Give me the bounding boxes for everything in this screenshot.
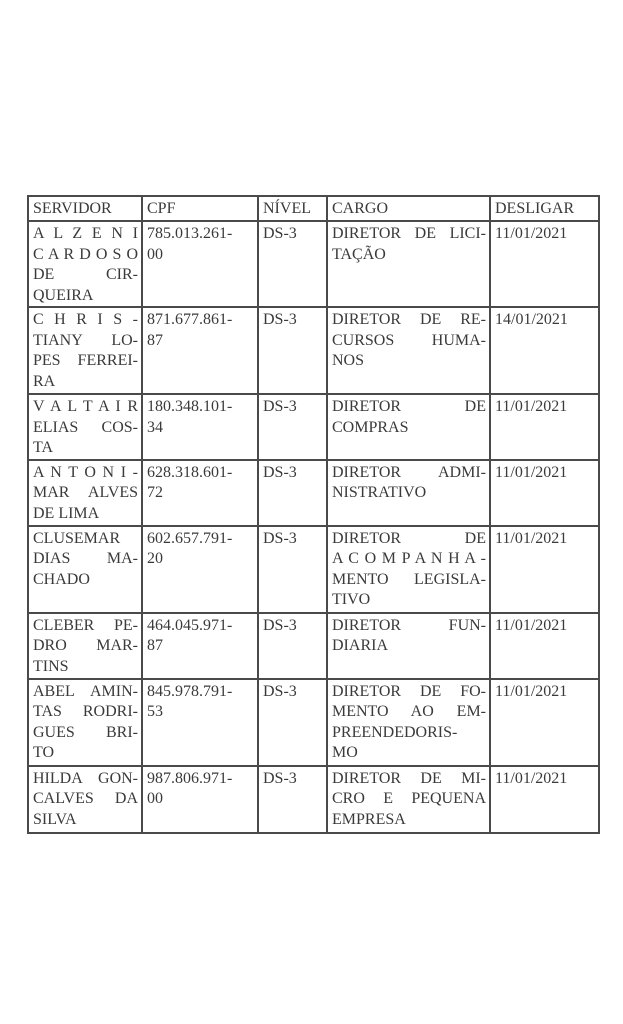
cell-servidor-line: TIANY LO- <box>33 331 138 349</box>
cell-cargo <box>327 613 490 679</box>
cell-cargo-line: DIRETOR DE <box>332 398 486 415</box>
cell-cargo-line: DIRETOR DE MI- <box>332 769 486 787</box>
cell-cargo <box>327 766 490 833</box>
cell-servidor-line: PES FERREI- <box>33 352 138 369</box>
cell-cpf <box>142 613 258 679</box>
servidores-table <box>27 195 600 834</box>
cell-cargo <box>327 307 490 394</box>
cell-cpf <box>142 307 258 394</box>
cell-cargo-line: A C O M P A N H A - <box>332 550 486 567</box>
cell-cargo <box>327 679 490 766</box>
cell-servidor-line: A L Z E N I <box>33 225 138 242</box>
cell-nivel: DS-3 <box>258 307 327 394</box>
table-row <box>28 460 599 526</box>
cell-cpf-line: 00 <box>147 245 163 263</box>
cell-cargo-line: CRO E PEQUENA <box>332 790 486 807</box>
cell-servidor <box>28 221 142 307</box>
cell-cpf-line: 72 <box>147 484 163 501</box>
cell-cpf-line: 464.045.971- <box>147 616 233 634</box>
cell-cpf <box>142 526 258 613</box>
cell-cargo-line: PREENDEDORIS- <box>332 723 458 741</box>
cell-cargo-line: DIRETOR DE LICI- <box>332 225 486 242</box>
header-cpf: CPF <box>142 196 258 221</box>
cell-cpf-line: 87 <box>147 637 163 654</box>
cell-cargo <box>327 221 490 307</box>
cell-cargo-line: MO <box>332 744 358 761</box>
cell-nivel: DS-3 <box>258 526 327 613</box>
cell-nivel: DS-3 <box>258 679 327 766</box>
table-row <box>28 526 599 613</box>
cell-cpf <box>142 766 258 833</box>
table-row <box>28 679 599 766</box>
cell-servidor-line: ELIAS COS- <box>33 418 138 436</box>
cell-cargo-line: TIVO <box>332 591 371 608</box>
cell-nivel: DS-3 <box>258 766 327 833</box>
cell-servidor-line: RA <box>33 372 56 390</box>
cell-cpf-line: 628.318.601- <box>147 463 233 481</box>
cell-servidor-line: HILDA GON- <box>33 769 138 787</box>
cell-servidor-line: CLUSEMAR <box>33 529 121 547</box>
cell-desligar: 11/01/2021 <box>490 526 599 613</box>
cell-cargo-line: DIRETOR DE RE- <box>332 311 486 328</box>
cell-cargo-line: MENTO LEGISLA- <box>332 570 486 588</box>
cell-servidor-line: ABEL AMIN- <box>33 682 138 700</box>
cell-servidor-line: DE CIR- <box>33 266 138 283</box>
table-row <box>28 613 599 679</box>
cell-cargo-line: DIRETOR DE FO- <box>332 682 486 700</box>
cell-cargo-line: NOS <box>332 352 365 369</box>
header-nivel: NÍVEL <box>258 196 327 221</box>
cell-servidor <box>28 766 142 833</box>
cell-desligar: 11/01/2021 <box>490 766 599 833</box>
table-body <box>28 221 599 833</box>
cell-cpf-line: 785.013.261- <box>147 225 233 242</box>
cell-desligar: 11/01/2021 <box>490 394 599 460</box>
cell-nivel: DS-3 <box>258 221 327 307</box>
cell-servidor <box>28 460 142 526</box>
cell-cpf-line: 987.806.971- <box>147 769 233 787</box>
cell-servidor-line: SILVA <box>33 810 77 828</box>
cell-cpf <box>142 394 258 460</box>
cell-servidor-line: A N T O N I - <box>33 463 138 481</box>
cell-nivel: DS-3 <box>258 394 327 460</box>
cell-servidor <box>28 394 142 460</box>
header-cargo: CARGO <box>327 196 490 221</box>
cell-cpf-line: 20 <box>147 550 163 567</box>
cell-servidor-line: V A L T A I R <box>33 398 138 415</box>
table-row <box>28 766 599 833</box>
table-header-row <box>28 196 599 221</box>
cell-cpf-line: 180.348.101- <box>147 398 233 415</box>
cell-cargo-line: DIRETOR FUN- <box>332 616 486 634</box>
cell-desligar: 11/01/2021 <box>490 460 599 526</box>
cell-cargo-line: COMPRAS <box>332 418 409 436</box>
cell-servidor <box>28 613 142 679</box>
cell-cpf-line: 87 <box>147 331 163 349</box>
cell-servidor-line: GUES BRI- <box>33 723 138 741</box>
table-row <box>28 307 599 394</box>
cell-cpf <box>142 679 258 766</box>
cell-servidor-line: TO <box>33 744 55 761</box>
cell-cpf-line: 871.677.861- <box>147 311 233 328</box>
cell-servidor-line: CALVES DA <box>33 790 138 807</box>
cell-cargo <box>327 394 490 460</box>
cell-desligar: 11/01/2021 <box>490 679 599 766</box>
cell-cargo-line: DIARIA <box>332 637 388 654</box>
cell-nivel: DS-3 <box>258 460 327 526</box>
cell-cpf <box>142 221 258 307</box>
cell-servidor-line: TA <box>33 439 54 456</box>
cell-cargo-line: CURSOS HUMA- <box>332 331 486 349</box>
cell-servidor-line: MAR ALVES <box>33 484 138 501</box>
cell-desligar: 11/01/2021 <box>490 221 599 307</box>
cell-servidor <box>28 526 142 613</box>
cell-desligar: 11/01/2021 <box>490 613 599 679</box>
cell-cargo-line: NISTRATIVO <box>332 484 427 501</box>
cell-cpf <box>142 460 258 526</box>
cell-cpf-line: 34 <box>147 418 163 436</box>
cell-cargo-line: DIRETOR DE <box>332 529 486 547</box>
cell-servidor-line: C A R D O S O <box>33 245 138 263</box>
cell-servidor-line: C H R I S - <box>33 311 138 328</box>
cell-cargo-line: MENTO AO EM- <box>332 703 486 720</box>
cell-servidor <box>28 679 142 766</box>
cell-cargo-line: TAÇÃO <box>332 245 386 263</box>
cell-cpf-line: 00 <box>147 790 163 807</box>
cell-cargo <box>327 526 490 613</box>
cell-servidor-line: CHADO <box>33 570 90 588</box>
cell-cargo <box>327 460 490 526</box>
cell-cargo-line: EMPRESA <box>332 810 406 828</box>
table-row <box>28 221 599 307</box>
cell-cargo-line: DIRETOR ADMI- <box>332 463 486 481</box>
cell-servidor-line: TAS RODRI- <box>33 703 138 720</box>
cell-servidor-line: DIAS MA- <box>33 550 138 567</box>
cell-servidor-line: TINS <box>33 657 69 675</box>
cell-cpf-line: 845.978.791- <box>147 682 233 700</box>
cell-desligar: 14/01/2021 <box>490 307 599 394</box>
cell-servidor-line: DE LIMA <box>33 504 100 522</box>
cell-servidor-line: QUEIRA <box>33 286 94 304</box>
cell-cpf-line: 602.657.791- <box>147 529 233 547</box>
header-servidor: SERVIDOR <box>28 196 142 221</box>
cell-servidor-line: DRO MAR- <box>33 637 138 654</box>
cell-cpf-line: 53 <box>147 703 163 720</box>
cell-servidor <box>28 307 142 394</box>
cell-nivel: DS-3 <box>258 613 327 679</box>
cell-servidor-line: CLEBER PE- <box>33 616 138 634</box>
header-desligar: DESLIGAR <box>490 196 599 221</box>
table-row <box>28 394 599 460</box>
